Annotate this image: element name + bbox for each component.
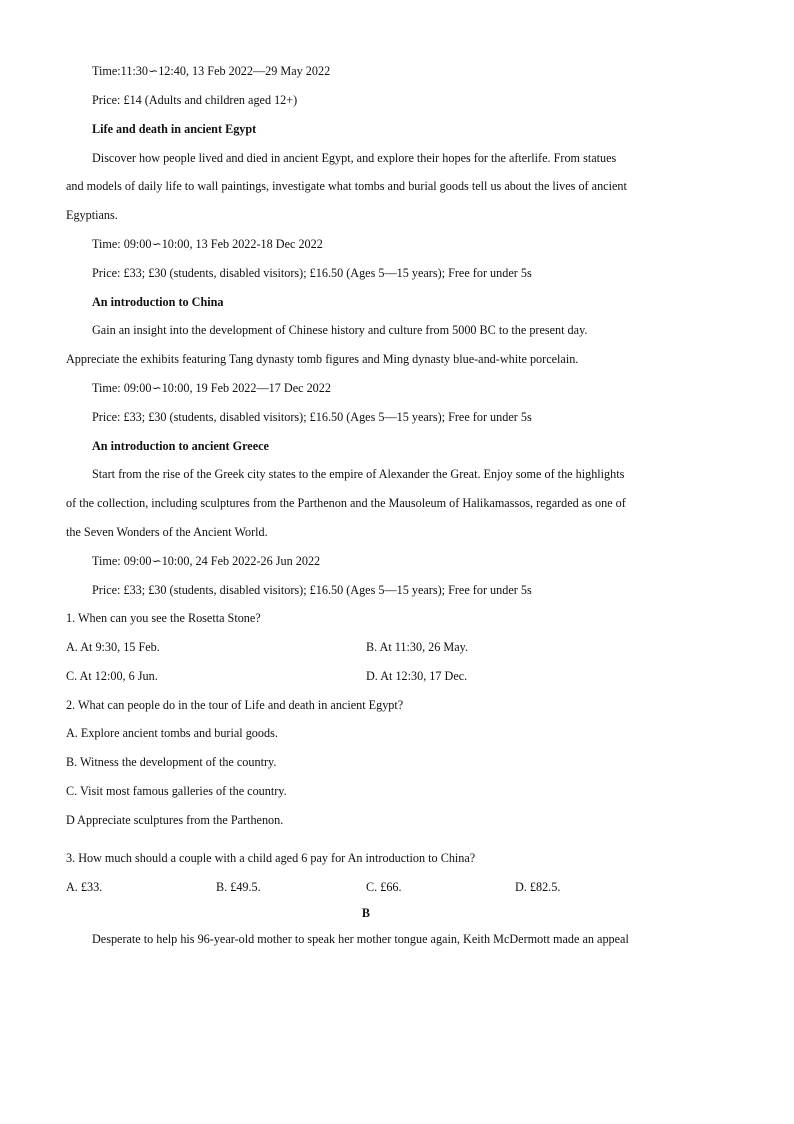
china-desc-line-2: Appreciate the exhibits featuring Tang dynasty tomb figures and Ming dynasty blue-and-white porcelain. [66,352,579,366]
egypt-title: Life and death in ancient Egypt [92,122,257,136]
egypt-desc-line-1: Discover how people lived and died in ancient Egypt, and explore their hopes for the afterlife. From statues [92,151,617,165]
tour1-time: Time:11:30∽12:40, 13 Feb 2022—29 May 2022 [92,64,331,78]
china-title: An introduction to China [92,295,224,309]
question-3-option-b: B. £49.5. [216,880,261,894]
question-1-stem: 1. When can you see the Rosetta Stone? [66,611,261,625]
question-2-option-a: A. Explore ancient tombs and burial goods. [66,726,278,740]
greece-desc-line-3: the Seven Wonders of the Ancient World. [66,525,268,539]
greece-price: Price: £33; £30 (students, disabled visitors); £16.50 (Ages 5—15 years); Free for under 5s [92,583,532,597]
question-2-option-c: C. Visit most famous galleries of the country. [66,784,287,798]
question-1-option-c: C. At 12:00, 6 Jun. [66,669,158,683]
question-3-stem: 3. How much should a couple with a child aged 6 pay for An introduction to China? [66,851,476,865]
china-desc-line-1: Gain an insight into the development of Chinese history and culture from 5000 BC to the present day. [92,323,588,337]
question-2-option-b: B. Witness the development of the country. [66,755,277,769]
greece-desc-line-2: of the collection, including sculptures from the Parthenon and the Mausoleum of Halikamassos, regarded as one of [66,496,626,510]
egypt-desc-line-3: Egyptians. [66,208,118,222]
question-3-option-d: D. £82.5. [515,880,561,894]
egypt-price: Price: £33; £30 (students, disabled visitors); £16.50 (Ages 5—15 years); Free for under 5s [92,266,532,280]
greece-time: Time: 09:00∽10:00, 24 Feb 2022-26 Jun 2022 [92,554,321,568]
question-2-option-d: D Appreciate sculptures from the Parthenon. [66,813,284,827]
question-2-stem: 2. What can people do in the tour of Life and death in ancient Egypt? [66,698,404,712]
greece-title: An introduction to ancient Greece [92,439,269,453]
china-price: Price: £33; £30 (students, disabled visitors); £16.50 (Ages 5—15 years); Free for under 5s [92,410,532,424]
section-b-paragraph-line-1: Desperate to help his 96-year-old mother to speak her mother tongue again, Keith McDermott made an appeal [92,932,629,946]
egypt-desc-line-2: and models of daily life to wall paintings, investigate what tombs and burial goods tell us about the lives of ancient [66,179,627,193]
question-1-option-b: B. At 11:30, 26 May. [366,640,469,654]
egypt-time: Time: 09:00∽10:00, 13 Feb 2022-18 Dec 2022 [92,237,323,251]
question-3-option-c: C. £66. [366,880,402,894]
question-3-option-a: A. £33. [66,880,103,894]
china-time: Time: 09:00∽10:00, 19 Feb 2022—17 Dec 2022 [92,381,331,395]
section-b-heading: B [361,906,371,920]
question-1-option-a: A. At 9:30, 15 Feb. [66,640,160,654]
question-1-option-d: D. At 12:30, 17 Dec. [366,669,468,683]
greece-desc-line-1: Start from the rise of the Greek city states to the empire of Alexander the Great. Enjoy some of the highlights [92,467,625,481]
tour1-price: Price: £14 (Adults and children aged 12+) [92,93,298,107]
